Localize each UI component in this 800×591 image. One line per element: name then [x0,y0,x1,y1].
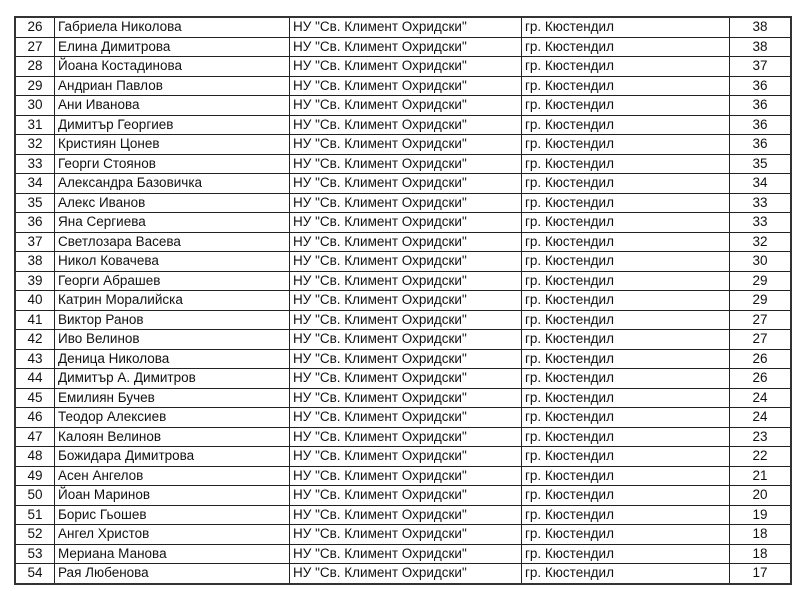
score-value: 19 [730,505,792,525]
row-number: 45 [15,388,55,408]
school-name: НУ "Св. Климент Охридски" [290,291,522,311]
student-name: Габриела Николова [55,17,290,37]
school-name: НУ "Св. Климент Охридски" [290,193,522,213]
student-name: Божидара Димитрова [55,447,290,467]
table-row [15,505,791,525]
row-number: 47 [15,427,55,447]
row-number: 53 [15,544,55,564]
student-name: Теодор Алексиев [55,408,290,428]
city-name: гр. Кюстендил [522,291,730,311]
score-value: 37 [730,57,792,77]
city-name: гр. Кюстендил [522,388,730,408]
student-name: Димитър Георгиев [55,115,290,135]
city-name: гр. Кюстендил [522,115,730,135]
table-row [15,115,791,135]
row-number: 35 [15,193,55,213]
row-number: 28 [15,57,55,77]
row-number: 41 [15,310,55,330]
city-name: гр. Кюстендил [522,486,730,506]
score-value: 33 [730,213,792,233]
table-row [15,291,791,311]
row-number: 34 [15,174,55,194]
row-number: 54 [15,564,55,584]
student-name: Асен Ангелов [55,466,290,486]
city-name: гр. Кюстендил [522,310,730,330]
score-value: 36 [730,115,792,135]
student-name: Деница Николова [55,349,290,369]
city-name: гр. Кюстендил [522,466,730,486]
table-row [15,96,791,116]
table-row [15,17,791,37]
score-value: 18 [730,525,792,545]
city-name: гр. Кюстендил [522,505,730,525]
row-number: 31 [15,115,55,135]
school-name: НУ "Св. Климент Охридски" [290,369,522,389]
city-name: гр. Кюстендил [522,174,730,194]
score-value: 29 [730,291,792,311]
school-name: НУ "Св. Климент Охридски" [290,174,522,194]
city-name: гр. Кюстендил [522,37,730,57]
student-name: Мериана Манова [55,544,290,564]
row-number: 40 [15,291,55,311]
student-name: Димитър А. Димитров [55,369,290,389]
table-row [15,408,791,428]
city-name: гр. Кюстендил [522,57,730,77]
student-name: Ани Иванова [55,96,290,116]
score-value: 36 [730,76,792,96]
student-name: Калоян Велинов [55,427,290,447]
table-row [15,310,791,330]
score-value: 36 [730,135,792,155]
table-row [15,252,791,272]
city-name: гр. Кюстендил [522,369,730,389]
table-row [15,427,791,447]
school-name: НУ "Св. Климент Охридски" [290,310,522,330]
table-row [15,135,791,155]
row-number: 46 [15,408,55,428]
city-name: гр. Кюстендил [522,330,730,350]
row-number: 43 [15,349,55,369]
row-number: 52 [15,525,55,545]
student-name: Андриан Павлов [55,76,290,96]
score-value: 20 [730,486,792,506]
row-number: 48 [15,447,55,467]
city-name: гр. Кюстендил [522,447,730,467]
school-name: НУ "Св. Климент Охридски" [290,505,522,525]
school-name: НУ "Св. Климент Охридски" [290,466,522,486]
score-value: 38 [730,37,792,57]
city-name: гр. Кюстендил [522,525,730,545]
table-row [15,388,791,408]
table-row [15,447,791,467]
city-name: гр. Кюстендил [522,427,730,447]
score-value: 27 [730,330,792,350]
score-value: 23 [730,427,792,447]
results-table [14,16,792,585]
row-number: 36 [15,213,55,233]
school-name: НУ "Св. Климент Охридски" [290,544,522,564]
city-name: гр. Кюстендил [522,408,730,428]
score-value: 38 [730,17,792,37]
row-number: 27 [15,37,55,57]
table-row [15,330,791,350]
table-row [15,37,791,57]
student-name: Йоан Маринов [55,486,290,506]
score-value: 24 [730,388,792,408]
table-row [15,486,791,506]
school-name: НУ "Св. Климент Охридски" [290,388,522,408]
student-name: Ангел Христов [55,525,290,545]
row-number: 42 [15,330,55,350]
city-name: гр. Кюстендил [522,271,730,291]
school-name: НУ "Св. Климент Охридски" [290,408,522,428]
student-name: Елина Димитрова [55,37,290,57]
city-name: гр. Кюстендил [522,96,730,116]
score-value: 35 [730,154,792,174]
row-number: 30 [15,96,55,116]
school-name: НУ "Св. Климент Охридски" [290,525,522,545]
school-name: НУ "Св. Климент Охридски" [290,37,522,57]
row-number: 50 [15,486,55,506]
student-name: Иво Велинов [55,330,290,350]
student-name: Йоана Костадинова [55,57,290,77]
school-name: НУ "Св. Климент Охридски" [290,154,522,174]
student-name: Светлозара Васева [55,232,290,252]
table-row [15,271,791,291]
table-row [15,57,791,77]
student-name: Александра Базовичка [55,174,290,194]
city-name: гр. Кюстендил [522,154,730,174]
city-name: гр. Кюстендил [522,17,730,37]
score-value: 33 [730,193,792,213]
table-row [15,525,791,545]
table-row [15,154,791,174]
row-number: 33 [15,154,55,174]
score-value: 26 [730,369,792,389]
table-row [15,76,791,96]
student-name: Алекс Иванов [55,193,290,213]
student-name: Рая Любенова [55,564,290,584]
row-number: 38 [15,252,55,272]
school-name: НУ "Св. Климент Охридски" [290,564,522,584]
row-number: 29 [15,76,55,96]
school-name: НУ "Св. Климент Охридски" [290,427,522,447]
school-name: НУ "Св. Климент Охридски" [290,271,522,291]
student-name: Катрин Моралийска [55,291,290,311]
student-name: Кристиян Цонев [55,135,290,155]
student-name: Борис Гьошев [55,505,290,525]
school-name: НУ "Св. Климент Охридски" [290,76,522,96]
score-value: 17 [730,564,792,584]
city-name: гр. Кюстендил [522,76,730,96]
school-name: НУ "Св. Климент Охридски" [290,115,522,135]
school-name: НУ "Св. Климент Охридски" [290,330,522,350]
school-name: НУ "Св. Климент Охридски" [290,447,522,467]
table-row [15,174,791,194]
score-value: 26 [730,349,792,369]
city-name: гр. Кюстендил [522,564,730,584]
school-name: НУ "Св. Климент Охридски" [290,252,522,272]
school-name: НУ "Св. Климент Охридски" [290,57,522,77]
table-row [15,213,791,233]
city-name: гр. Кюстендил [522,193,730,213]
score-value: 22 [730,447,792,467]
table-row [15,349,791,369]
row-number: 32 [15,135,55,155]
city-name: гр. Кюстендил [522,252,730,272]
results-table-body [15,17,791,584]
score-value: 34 [730,174,792,194]
score-value: 30 [730,252,792,272]
score-value: 24 [730,408,792,428]
score-value: 18 [730,544,792,564]
score-value: 27 [730,310,792,330]
row-number: 26 [15,17,55,37]
city-name: гр. Кюстендил [522,135,730,155]
student-name: Виктор Ранов [55,310,290,330]
score-value: 36 [730,96,792,116]
student-name: Яна Сергиева [55,213,290,233]
school-name: НУ "Св. Климент Охридски" [290,135,522,155]
row-number: 51 [15,505,55,525]
city-name: гр. Кюстендил [522,232,730,252]
student-name: Георги Стоянов [55,154,290,174]
city-name: гр. Кюстендил [522,213,730,233]
table-row [15,564,791,584]
school-name: НУ "Св. Климент Охридски" [290,232,522,252]
student-name: Никол Ковачева [55,252,290,272]
row-number: 49 [15,466,55,486]
score-value: 32 [730,232,792,252]
school-name: НУ "Св. Климент Охридски" [290,17,522,37]
school-name: НУ "Св. Климент Охридски" [290,349,522,369]
table-row [15,193,791,213]
row-number: 37 [15,232,55,252]
table-row [15,369,791,389]
row-number: 39 [15,271,55,291]
table-row [15,544,791,564]
table-row [15,232,791,252]
row-number: 44 [15,369,55,389]
score-value: 29 [730,271,792,291]
table-row [15,466,791,486]
city-name: гр. Кюстендил [522,349,730,369]
school-name: НУ "Св. Климент Охридски" [290,96,522,116]
school-name: НУ "Св. Климент Охридски" [290,213,522,233]
score-value: 21 [730,466,792,486]
student-name: Георги Абрашев [55,271,290,291]
school-name: НУ "Св. Климент Охридски" [290,486,522,506]
city-name: гр. Кюстендил [522,544,730,564]
student-name: Емилиян Бучев [55,388,290,408]
